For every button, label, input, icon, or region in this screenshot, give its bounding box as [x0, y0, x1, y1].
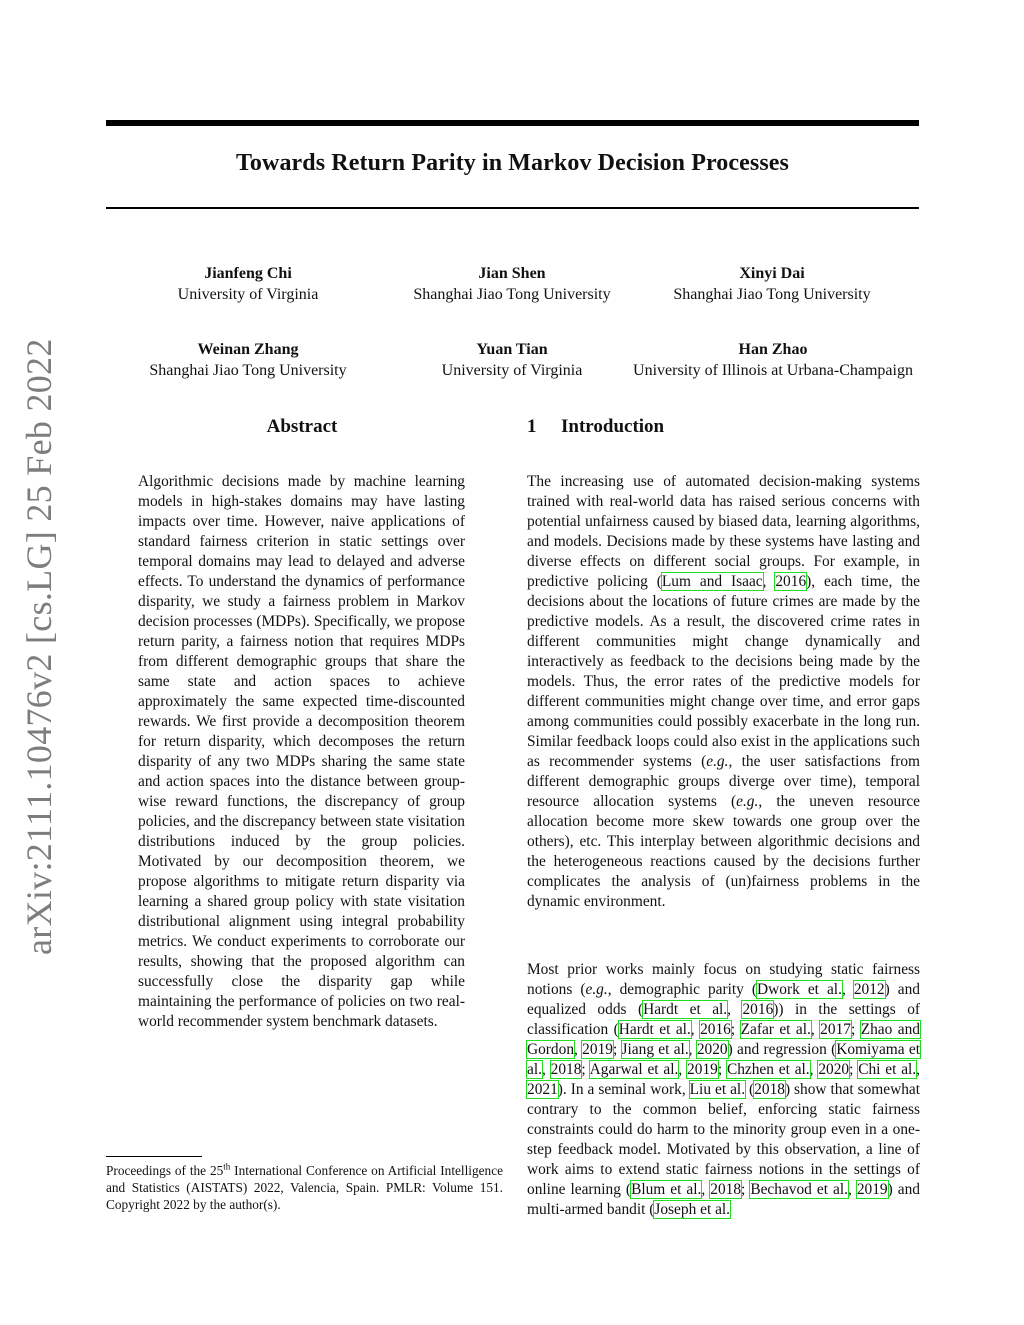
author-name: Han Zhao	[738, 341, 808, 358]
author-affiliation: University of Virginia	[441, 362, 583, 379]
paper-title: Towards Return Parity in Markov Decision Processes	[236, 150, 789, 176]
citation-link[interactable]: 2020	[696, 1041, 728, 1058]
citation-link[interactable]: Zhao and Gordon	[527, 1021, 920, 1058]
intro-paragraph-2: Most prior works mainly focus on studying static fairness notions (e.g., demographic parity (Dwork et al., 2012) and equalized odds (Hardt et al., 2016)) in the settings of classification (Hardt et al., 2016; Zafar et al., 2017; Zhao and Gordon, 2019; Jiang et al., 2020) and regression (Komiyama et al., 2018; Agarwal et al., 2019; Chzhen et al., 2020; Chi et al., 2021). In a seminal work, Liu et al. (2018) show that somewhat contrary to the common belief, enforcing static fairness constraints could do harm to the minority group even in a one-step feedback model. Motivated by this observation, a line of work aims to extend static fairness notions in the settings of online learning (Blum et al., 2018; Bechavod et al., 2019) and multi-armed bandit (Joseph et al.	[527, 961, 921, 1218]
author-affiliation: Shanghai Jiao Tong University	[413, 286, 611, 303]
citation-link[interactable]: Joseph et al.	[654, 1201, 731, 1218]
section-title: Introduction	[561, 416, 665, 437]
citation-link[interactable]: Hardt et al.	[643, 1001, 728, 1018]
citation-link[interactable]: 2018	[710, 1181, 742, 1198]
title-rule-bottom	[106, 207, 919, 209]
citation-link[interactable]: Blum et al.	[631, 1181, 702, 1198]
citation-link[interactable]: 2016	[700, 1021, 731, 1038]
author-affiliation: University of Illinois at Urbana-Champaign	[633, 362, 913, 379]
title-rule-top	[106, 120, 919, 126]
citation-link[interactable]: Bechavod et al.	[750, 1181, 848, 1198]
citation-link[interactable]: Komiyama et al.	[527, 1041, 920, 1078]
citation-link[interactable]: 2019	[582, 1041, 613, 1058]
citation-link[interactable]: Lum and Isaac	[661, 573, 763, 590]
author-name: Xinyi Dai	[739, 265, 805, 282]
citation-link[interactable]: Hardt et al.	[618, 1021, 691, 1038]
introduction-heading	[527, 416, 664, 438]
author-name: Jian Shen	[478, 265, 546, 282]
author-name: Yuan Tian	[476, 341, 548, 358]
citation-link[interactable]: 2018	[754, 1081, 785, 1098]
author-affiliation: University of Virginia	[177, 286, 319, 303]
citation-link[interactable]: Zafar et al.	[740, 1021, 811, 1038]
citation-link[interactable]: 2021	[527, 1081, 558, 1098]
author-1	[148, 263, 348, 305]
citation-link[interactable]: Liu et al.	[689, 1081, 746, 1098]
citation-link[interactable]: 2012	[853, 981, 885, 998]
author-2	[398, 263, 626, 305]
footnote-rule	[106, 1156, 202, 1157]
arxiv-identifier-stamp: arXiv:2111.10476v2 [cs.LG] 25 Feb 2022	[19, 338, 59, 955]
author-name: Weinan Zhang	[197, 341, 299, 358]
author-3	[658, 263, 886, 305]
citation-link[interactable]: Dwork et al.	[757, 981, 842, 998]
citation-link[interactable]: 2019	[687, 1061, 718, 1078]
section-number: 1	[527, 416, 537, 437]
citation-link[interactable]: Agarwal et al.	[589, 1061, 679, 1078]
intro-paragraph-1: The increasing use of automated decision-making systems trained with real-world data has raised serious concerns with potential unfairness caused by biased data, learning algorithms, and models. Decisions made by these systems have lasting and diverse effects on different social groups. For example, in predictive policing (Lum and Isaac, 2016), each time, the decisions about the locations of future crimes are made by the predictive models. As a result, the discovered crime rates in different communities might change dynamically and interactively as feedback to the decisions being made by the models. Thus, the error rates of the predictive models for different communities might change over time, and error gaps among communities could possibly exacerbate in the long run. Similar feedback loops could also exist in the applications such as recommender systems (e.g., the user satisfactions from different demographic groups diverge over time), temporal resource allocation systems (e.g., the uneven resource allocation become more skew towards one group over the others), etc. This interplay between algorithmic decisions and the heterogeneous reactions caused by the decisions further complicates the analysis of (un)fairness problems in the dynamic environment.	[527, 473, 921, 910]
author-name: Jianfeng Chi	[204, 265, 292, 282]
author-6	[612, 339, 934, 381]
citation-link[interactable]: 2018	[550, 1061, 582, 1078]
footnote: Proceedings of the 25th International Conference on Artificial Intelligence and Statistics (AISTATS) 2022, Valencia, Spain. PMLR: Volume 151. Copyright 2022 by the author(s).	[106, 1161, 503, 1212]
author-5	[412, 339, 612, 381]
citation-link[interactable]: Jiang et al.	[621, 1041, 689, 1058]
citation-link[interactable]: 2020	[818, 1061, 850, 1078]
abstract-heading: Abstract	[266, 416, 338, 437]
citation-link[interactable]: 2019	[856, 1181, 888, 1198]
citation-link[interactable]: Chzhen et al.	[726, 1061, 810, 1078]
author-4	[134, 339, 362, 381]
author-affiliation: Shanghai Jiao Tong University	[673, 286, 871, 303]
citation-link[interactable]: 2017	[820, 1021, 851, 1038]
citation-link[interactable]: 2016	[742, 1001, 774, 1018]
citation-link[interactable]: 2016	[775, 573, 807, 590]
citation-link[interactable]: Chi et al.	[858, 1061, 917, 1078]
author-affiliation: Shanghai Jiao Tong University	[149, 362, 347, 379]
abstract-body: Algorithmic decisions made by machine learning models in high-stakes domains may have lasting impacts over time. However, naive applications of standard fairness criterion in static settings over temporal domains may lead to delayed and adverse effects. To understand the dynamics of performance disparity, we study a fairness problem in Markov decision processes (MDPs). Specifically, we propose return parity, a fairness notion that requires MDPs from different demographic groups that share the same state and action spaces to achieve approximately the same expected time-discounted rewards. We first provide a decomposition theorem for return disparity, which decomposes the return disparity of any two MDPs sharing the same state and action spaces into the distance between group-wise reward functions, the discrepancy of group policies, and the discrepancy between state visitation distributions induced by the group policies. Motivated by our decomposition theorem, we propose algorithms to mitigate return disparity via learning a shared group policy with state visitation distributional alignment using integral probability metrics. We conduct experiments to corroborate our results, showing that the proposed algorithm can successfully close the disparity gap while maintaining the performance of policies on two real-world recommender system benchmark datasets.	[138, 473, 465, 1030]
